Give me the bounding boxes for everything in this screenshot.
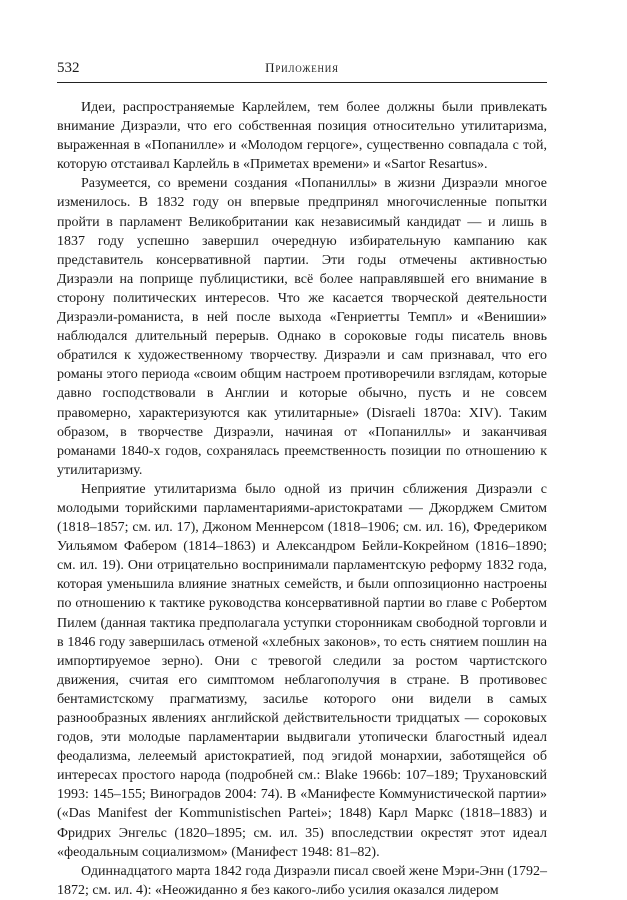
paragraph: Разумеется, со времени создания «Попаниллы» в жизни Дизраэли многое изменилось. В 1832 году он впервые предпринял многочисленные попытки пройти в парламент Великобритании как независимый кандидат — и лишь в 1837 году успешно завершил очередную избирательную кампанию как представитель консервативной партии. Эти годы отмечены активностью Дизраэли на поприще публицистики, всё более направлявшей его внимание в сторону политических интересов. Что же касается творческой деятельности Дизраэли-романиста, в ней после выхода «Генриетты Темпл» и «Венишии» наблюдался длительный перерыв. Однако в сороковые годы писатель вновь обратился к художественному творчеству. Дизраэли и сам признавал, что его романы этого периода «своим общим настроем противоречили взглядам, которые давно господствовали в Англии и которые обычно, пусть и не совсем правомерно, характеризуются как утилитарные» (Disraeli 1870а: XIV). Таким образом, в творчестве Дизраэли, начиная от «Попаниллы» и заканчивая романами 1840-х годов, сохранялась преемственность позиции по отношению к утилитаризму. <box>57 176 547 478</box>
body-text <box>57 98 547 898</box>
page-number: 532 <box>57 60 80 76</box>
header-rule <box>57 82 547 83</box>
paragraph: Одиннадцатого марта 1842 года Дизраэли писал своей жене Мэри-Энн (1792–1872; см. ил. 4): «Неожиданно я без какого-либо усилия оказался лидером <box>57 863 547 898</box>
page-header <box>57 60 547 86</box>
paragraph: Идеи, распространяемые Карлейлем, тем более должны были привлекать внимание Дизраэли, что его собственная позиция относительно утилитаризма, выраженная в «Попанилле» и «Молодом герцоге», существенно совпадала с той, которую отстаивал Карлейль в «Приметах времени» и «Sartor Resartus». <box>57 100 547 173</box>
paragraph: Неприятие утилитаризма было одной из причин сближения Дизраэли с молодыми торийскими парламентариями-аристократами — Джорджем Смитом (1818–1857; см. ил. 17), Джоном Меннерсом (1818–1906; см. ил. 16), Фредериком Уильямом Фабером (1814–1863) и Александром Бейли-Кокрейном (1816–1890; см. ил. 19). Они отрицательно воспринимали парламентскую реформу 1832 года, которая уменьшила влияние знатных семейств, и были оппозиционно настроены по отношению к тактике руководства консервативной партии во главе с Робертом Пилем (данная тактика предполагала уступки сторонникам свободной торговли и в 1846 году завершилась отменой «хлебных законов», то есть снятием пошлин на импортируемое зерно). Они с тревогой следили за ростом чартистского движения, считая его симптомом неблагополучия в стране. В противовес бентамистскому прагматизму, засилье которого они видели в самых разнообразных явлениях английской действительности тридцатых — сороковых годов, эти молодые парламентарии выдвигали утопически благостный идеал феодализма, лелеемый аристократией, под эгидой монархии, заботящейся об интересах простого народа (подробней см.: Blake 1966b: 107–189; Трухановский 1993: 145–155; Виноградов 2004: 74). В «Манифесте Коммунистической партии» («Das Manifest der Kommunistischen Partei»; 1848) Карл Маркс (1818–1883) и Фридрих Энгельс (1820–1895; см. ил. 35) впоследствии окрестят этот идеал «феодальным социализмом» (Манифест 1948: 81–82). <box>57 481 547 860</box>
running-title: Приложения <box>265 60 339 75</box>
